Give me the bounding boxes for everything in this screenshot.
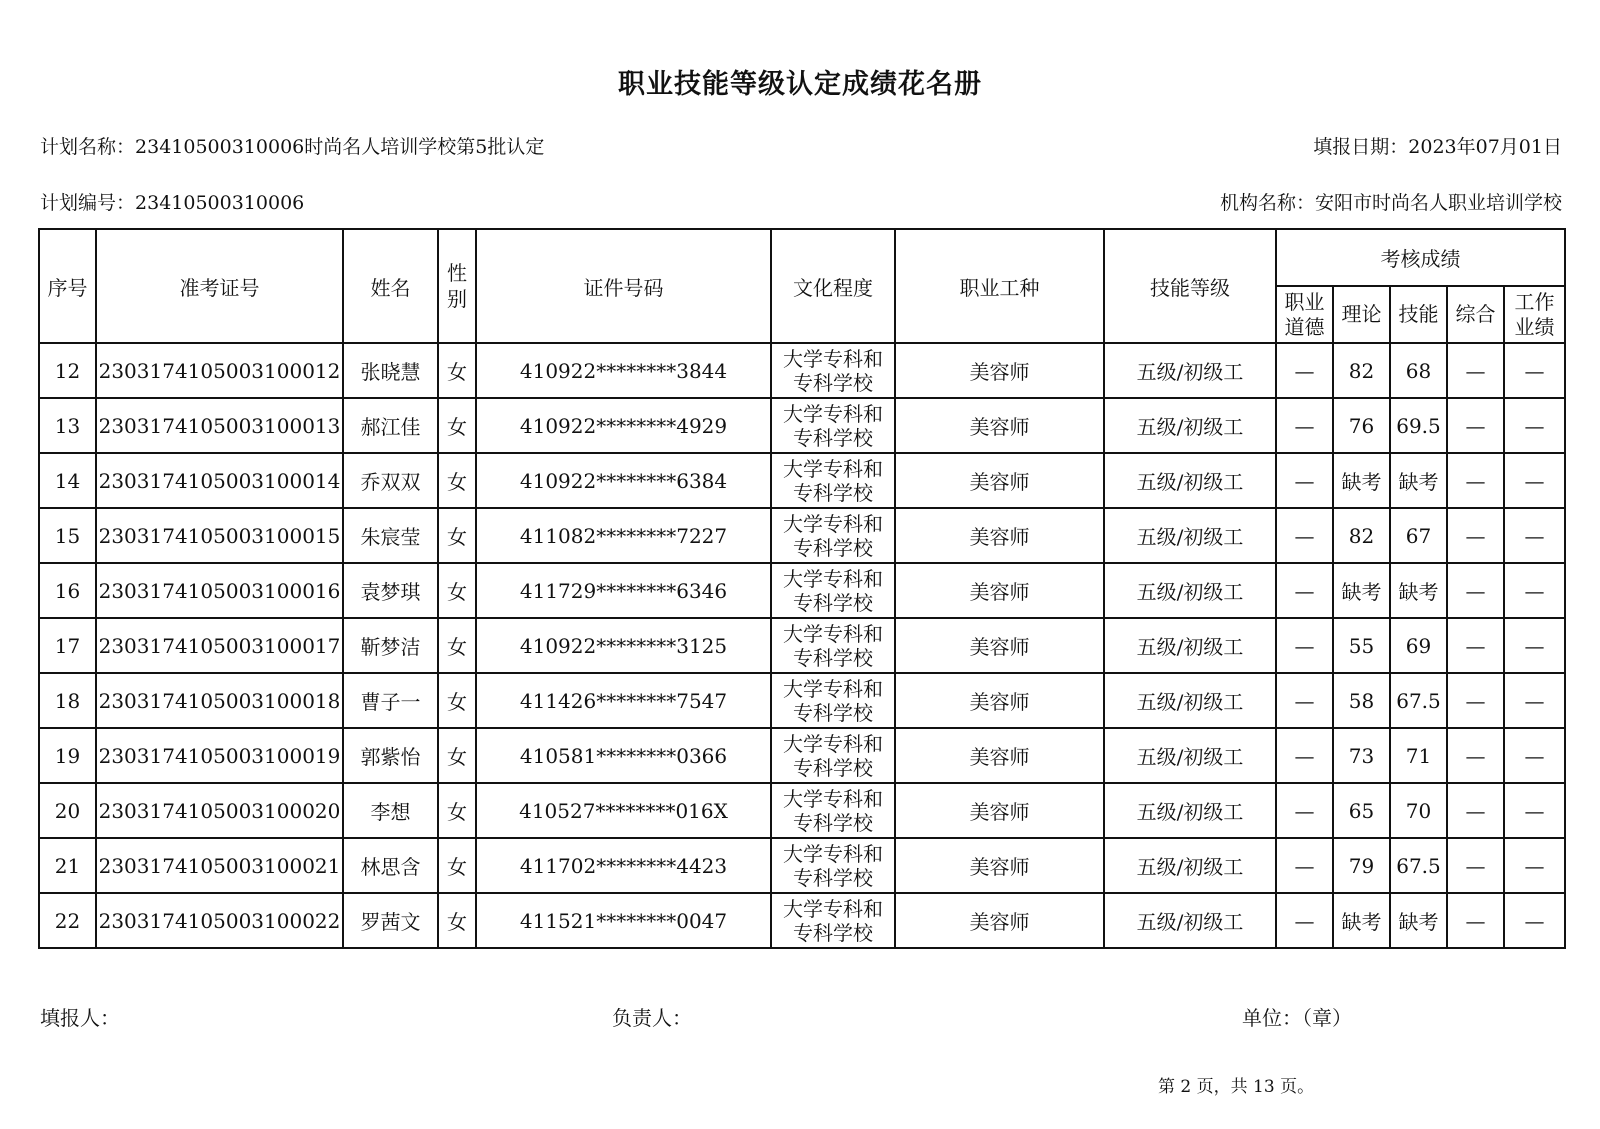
cell-education: [771, 563, 895, 618]
cell-ethics: —: [1276, 453, 1333, 508]
cell-gender: 女: [438, 783, 476, 838]
cell-education-line1: 大学专科和: [783, 566, 883, 591]
cell-education-line1: 大学专科和: [783, 511, 883, 536]
cell-ethics: —: [1276, 398, 1333, 453]
cell-work: —: [1504, 563, 1565, 618]
cell-occupation: 美容师: [895, 673, 1104, 728]
cell-gender: 女: [438, 618, 476, 673]
cell-education: [771, 728, 895, 783]
cell-education-line1: 大学专科和: [783, 896, 883, 921]
cell-theory: 65: [1333, 783, 1390, 838]
cell-exam-no: 2303174105003100017: [96, 618, 343, 673]
cell-education-line2: 专科学校: [793, 865, 873, 890]
cell-name: 郭紫怡: [343, 728, 438, 783]
cell-exam-no: 2303174105003100012: [96, 343, 343, 398]
table-row: [39, 728, 1565, 783]
cell-education: [771, 398, 895, 453]
cell-theory: 58: [1333, 673, 1390, 728]
cell-education: [771, 893, 895, 948]
cell-education-line2: 专科学校: [793, 645, 873, 670]
col-gender-line2: 别: [447, 287, 467, 311]
cell-occupation: 美容师: [895, 728, 1104, 783]
unit-seal-label: 单位：（章）: [1242, 1006, 1352, 1030]
cell-level: 五级/初级工: [1104, 563, 1276, 618]
cell-overall: —: [1447, 728, 1504, 783]
cell-occupation: 美容师: [895, 343, 1104, 398]
cell-education-line2: 专科学校: [793, 370, 873, 395]
cell-education: [771, 343, 895, 398]
cell-ethics: —: [1276, 563, 1333, 618]
cell-name: 罗茜文: [343, 893, 438, 948]
cell-gender: 女: [438, 453, 476, 508]
cell-work: —: [1504, 398, 1565, 453]
cell-theory: 55: [1333, 618, 1390, 673]
cell-education: [771, 618, 895, 673]
cell-theory: 缺考: [1333, 453, 1390, 508]
cell-work: —: [1504, 453, 1565, 508]
cell-education-line2: 专科学校: [793, 810, 873, 835]
cell-ethics: —: [1276, 343, 1333, 398]
cell-level: 五级/初级工: [1104, 728, 1276, 783]
cell-level: 五级/初级工: [1104, 673, 1276, 728]
cell-education-line2: 专科学校: [793, 700, 873, 725]
cell-exam-no: 2303174105003100014: [96, 453, 343, 508]
cell-name: 郝江佳: [343, 398, 438, 453]
cell-theory: 缺考: [1333, 563, 1390, 618]
cell-education: [771, 453, 895, 508]
cell-overall: —: [1447, 838, 1504, 893]
plan-number-value: 23410500310006: [135, 192, 305, 214]
cell-id-no: 410922********4929: [476, 398, 771, 453]
cell-seq: 14: [39, 453, 96, 508]
col-gender: [438, 229, 476, 343]
cell-ethics: —: [1276, 893, 1333, 948]
table-row: [39, 508, 1565, 563]
cell-skill: 69.5: [1390, 398, 1447, 453]
cell-exam-no: 2303174105003100018: [96, 673, 343, 728]
cell-id-no: 411082********7227: [476, 508, 771, 563]
table-row: [39, 563, 1565, 618]
cell-education-line1: 大学专科和: [783, 401, 883, 426]
col-id-no: 证件号码: [476, 229, 771, 343]
page-title: 职业技能等级认定成绩花名册: [618, 69, 982, 100]
cell-overall: —: [1447, 783, 1504, 838]
cell-education-line2: 专科学校: [793, 535, 873, 560]
cell-seq: 19: [39, 728, 96, 783]
cell-gender: 女: [438, 673, 476, 728]
cell-work: —: [1504, 618, 1565, 673]
cell-level: 五级/初级工: [1104, 618, 1276, 673]
cell-id-no: 410922********3844: [476, 343, 771, 398]
cell-education-line1: 大学专科和: [783, 621, 883, 646]
cell-education-line1: 大学专科和: [783, 731, 883, 756]
cell-overall: —: [1447, 673, 1504, 728]
cell-name: 靳梦洁: [343, 618, 438, 673]
cell-level: 五级/初级工: [1104, 508, 1276, 563]
cell-id-no: 411521********0047: [476, 893, 771, 948]
cell-exam-no: 2303174105003100020: [96, 783, 343, 838]
cell-seq: 12: [39, 343, 96, 398]
plan-number-label: 计划编号：: [40, 192, 136, 214]
col-exam-no: 准考证号: [96, 229, 343, 343]
col-education: 文化程度: [771, 229, 895, 343]
cell-education-line2: 专科学校: [793, 755, 873, 780]
col-gender-line1: 性: [447, 261, 467, 285]
cell-education-line2: 专科学校: [793, 590, 873, 615]
col-overall: 综合: [1447, 286, 1504, 343]
cell-level: 五级/初级工: [1104, 398, 1276, 453]
cell-name: 乔双双: [343, 453, 438, 508]
plan-name-label: 计划名称：: [40, 136, 136, 158]
plan-number: [40, 188, 304, 215]
cell-seq: 17: [39, 618, 96, 673]
cell-gender: 女: [438, 563, 476, 618]
table-row: [39, 673, 1565, 728]
cell-theory: 76: [1333, 398, 1390, 453]
cell-ethics: —: [1276, 783, 1333, 838]
cell-occupation: 美容师: [895, 783, 1104, 838]
cell-ethics: —: [1276, 728, 1333, 783]
cell-id-no: 410922********6384: [476, 453, 771, 508]
col-ethics-line1: 职业: [1284, 289, 1325, 314]
cell-work: —: [1504, 508, 1565, 563]
cell-occupation: 美容师: [895, 398, 1104, 453]
cell-seq: 20: [39, 783, 96, 838]
table-row: [39, 618, 1565, 673]
cell-skill: 67.5: [1390, 673, 1447, 728]
cell-education: [771, 783, 895, 838]
cell-overall: —: [1447, 508, 1504, 563]
table-row: [39, 838, 1565, 893]
fill-date-value: 2023年07月01日: [1408, 136, 1562, 158]
cell-seq: 15: [39, 508, 96, 563]
page-number: 第 2 页，共 13 页。: [1158, 1077, 1315, 1097]
filler-label: 填报人：: [40, 1006, 120, 1030]
cell-exam-no: 2303174105003100013: [96, 398, 343, 453]
cell-level: 五级/初级工: [1104, 838, 1276, 893]
cell-ethics: —: [1276, 838, 1333, 893]
cell-education: [771, 838, 895, 893]
cell-level: 五级/初级工: [1104, 893, 1276, 948]
cell-id-no: 411426********7547: [476, 673, 771, 728]
responsible-label: 负责人：: [612, 1006, 692, 1030]
cell-education-line1: 大学专科和: [783, 456, 883, 481]
cell-work: —: [1504, 893, 1565, 948]
cell-occupation: 美容师: [895, 563, 1104, 618]
cell-gender: 女: [438, 343, 476, 398]
cell-theory: 82: [1333, 343, 1390, 398]
organization-value: 安阳市时尚名人职业培训学校: [1314, 192, 1562, 214]
cell-gender: 女: [438, 838, 476, 893]
col-theory: 理论: [1333, 286, 1390, 343]
cell-skill: 67.5: [1390, 838, 1447, 893]
cell-skill: 69: [1390, 618, 1447, 673]
cell-work: —: [1504, 728, 1565, 783]
cell-work: —: [1504, 838, 1565, 893]
cell-skill: 71: [1390, 728, 1447, 783]
cell-occupation: 美容师: [895, 508, 1104, 563]
cell-name: 张晓慧: [343, 343, 438, 398]
cell-education-line1: 大学专科和: [783, 786, 883, 811]
cell-theory: 缺考: [1333, 893, 1390, 948]
cell-occupation: 美容师: [895, 453, 1104, 508]
cell-exam-no: 2303174105003100015: [96, 508, 343, 563]
cell-education: [771, 508, 895, 563]
cell-id-no: 411729********6346: [476, 563, 771, 618]
cell-level: 五级/初级工: [1104, 343, 1276, 398]
col-scores-group: 考核成绩: [1276, 229, 1565, 286]
cell-occupation: 美容师: [895, 893, 1104, 948]
cell-overall: —: [1447, 563, 1504, 618]
cell-seq: 21: [39, 838, 96, 893]
table-row: [39, 343, 1565, 398]
cell-work: —: [1504, 783, 1565, 838]
plan-name-value: 23410500310006时尚名人培训学校第5批认定: [135, 136, 545, 158]
table-row: [39, 783, 1565, 838]
col-work-line1: 工作: [1514, 289, 1555, 314]
cell-skill: 缺考: [1390, 453, 1447, 508]
cell-level: 五级/初级工: [1104, 783, 1276, 838]
cell-gender: 女: [438, 508, 476, 563]
cell-overall: —: [1447, 453, 1504, 508]
cell-exam-no: 2303174105003100019: [96, 728, 343, 783]
cell-ethics: —: [1276, 618, 1333, 673]
cell-education-line1: 大学专科和: [783, 346, 883, 371]
cell-id-no: 410581********0366: [476, 728, 771, 783]
cell-gender: 女: [438, 728, 476, 783]
col-level: 技能等级: [1104, 229, 1276, 343]
cell-skill: 68: [1390, 343, 1447, 398]
cell-education-line1: 大学专科和: [783, 841, 883, 866]
col-ethics-line2: 道德: [1284, 314, 1325, 339]
table-row: [39, 893, 1565, 948]
col-ethics: [1276, 286, 1333, 343]
cell-skill: 70: [1390, 783, 1447, 838]
organization: [1220, 188, 1562, 215]
cell-ethics: —: [1276, 508, 1333, 563]
cell-education-line1: 大学专科和: [783, 676, 883, 701]
cell-name: 林思含: [343, 838, 438, 893]
col-skill: 技能: [1390, 286, 1447, 343]
cell-overall: —: [1447, 343, 1504, 398]
cell-theory: 79: [1333, 838, 1390, 893]
table-row: [39, 453, 1565, 508]
cell-theory: 82: [1333, 508, 1390, 563]
table-row: [39, 398, 1565, 453]
cell-name: 曹子一: [343, 673, 438, 728]
cell-education: [771, 673, 895, 728]
fill-date: [1313, 132, 1562, 159]
cell-gender: 女: [438, 398, 476, 453]
cell-skill: 缺考: [1390, 563, 1447, 618]
cell-id-no: 410527********016X: [476, 783, 771, 838]
cell-skill: 缺考: [1390, 893, 1447, 948]
cell-exam-no: 2303174105003100021: [96, 838, 343, 893]
cell-overall: —: [1447, 618, 1504, 673]
cell-work: —: [1504, 343, 1565, 398]
cell-education-line2: 专科学校: [793, 480, 873, 505]
col-work-line2: 业绩: [1514, 314, 1555, 339]
score-roster-table: [38, 228, 1566, 949]
table-body: [39, 343, 1565, 948]
cell-id-no: 410922********3125: [476, 618, 771, 673]
cell-name: 朱宸莹: [343, 508, 438, 563]
cell-seq: 13: [39, 398, 96, 453]
cell-id-no: 411702********4423: [476, 838, 771, 893]
col-seq: 序号: [39, 229, 96, 343]
cell-level: 五级/初级工: [1104, 453, 1276, 508]
cell-overall: —: [1447, 398, 1504, 453]
cell-seq: 16: [39, 563, 96, 618]
cell-exam-no: 2303174105003100016: [96, 563, 343, 618]
cell-name: 袁梦琪: [343, 563, 438, 618]
cell-work: —: [1504, 673, 1565, 728]
col-occupation: 职业工种: [895, 229, 1104, 343]
fill-date-label: 填报日期：: [1313, 136, 1409, 158]
cell-education-line2: 专科学校: [793, 920, 873, 945]
cell-theory: 73: [1333, 728, 1390, 783]
cell-seq: 22: [39, 893, 96, 948]
cell-name: 李想: [343, 783, 438, 838]
table-header: [39, 229, 1565, 343]
cell-skill: 67: [1390, 508, 1447, 563]
organization-label: 机构名称：: [1219, 192, 1315, 214]
plan-name: [40, 132, 544, 159]
col-work: [1504, 286, 1565, 343]
cell-occupation: 美容师: [895, 838, 1104, 893]
cell-overall: —: [1447, 893, 1504, 948]
cell-education-line2: 专科学校: [793, 425, 873, 450]
cell-occupation: 美容师: [895, 618, 1104, 673]
col-name: 姓名: [343, 229, 438, 343]
cell-seq: 18: [39, 673, 96, 728]
cell-ethics: —: [1276, 673, 1333, 728]
cell-exam-no: 2303174105003100022: [96, 893, 343, 948]
cell-gender: 女: [438, 893, 476, 948]
